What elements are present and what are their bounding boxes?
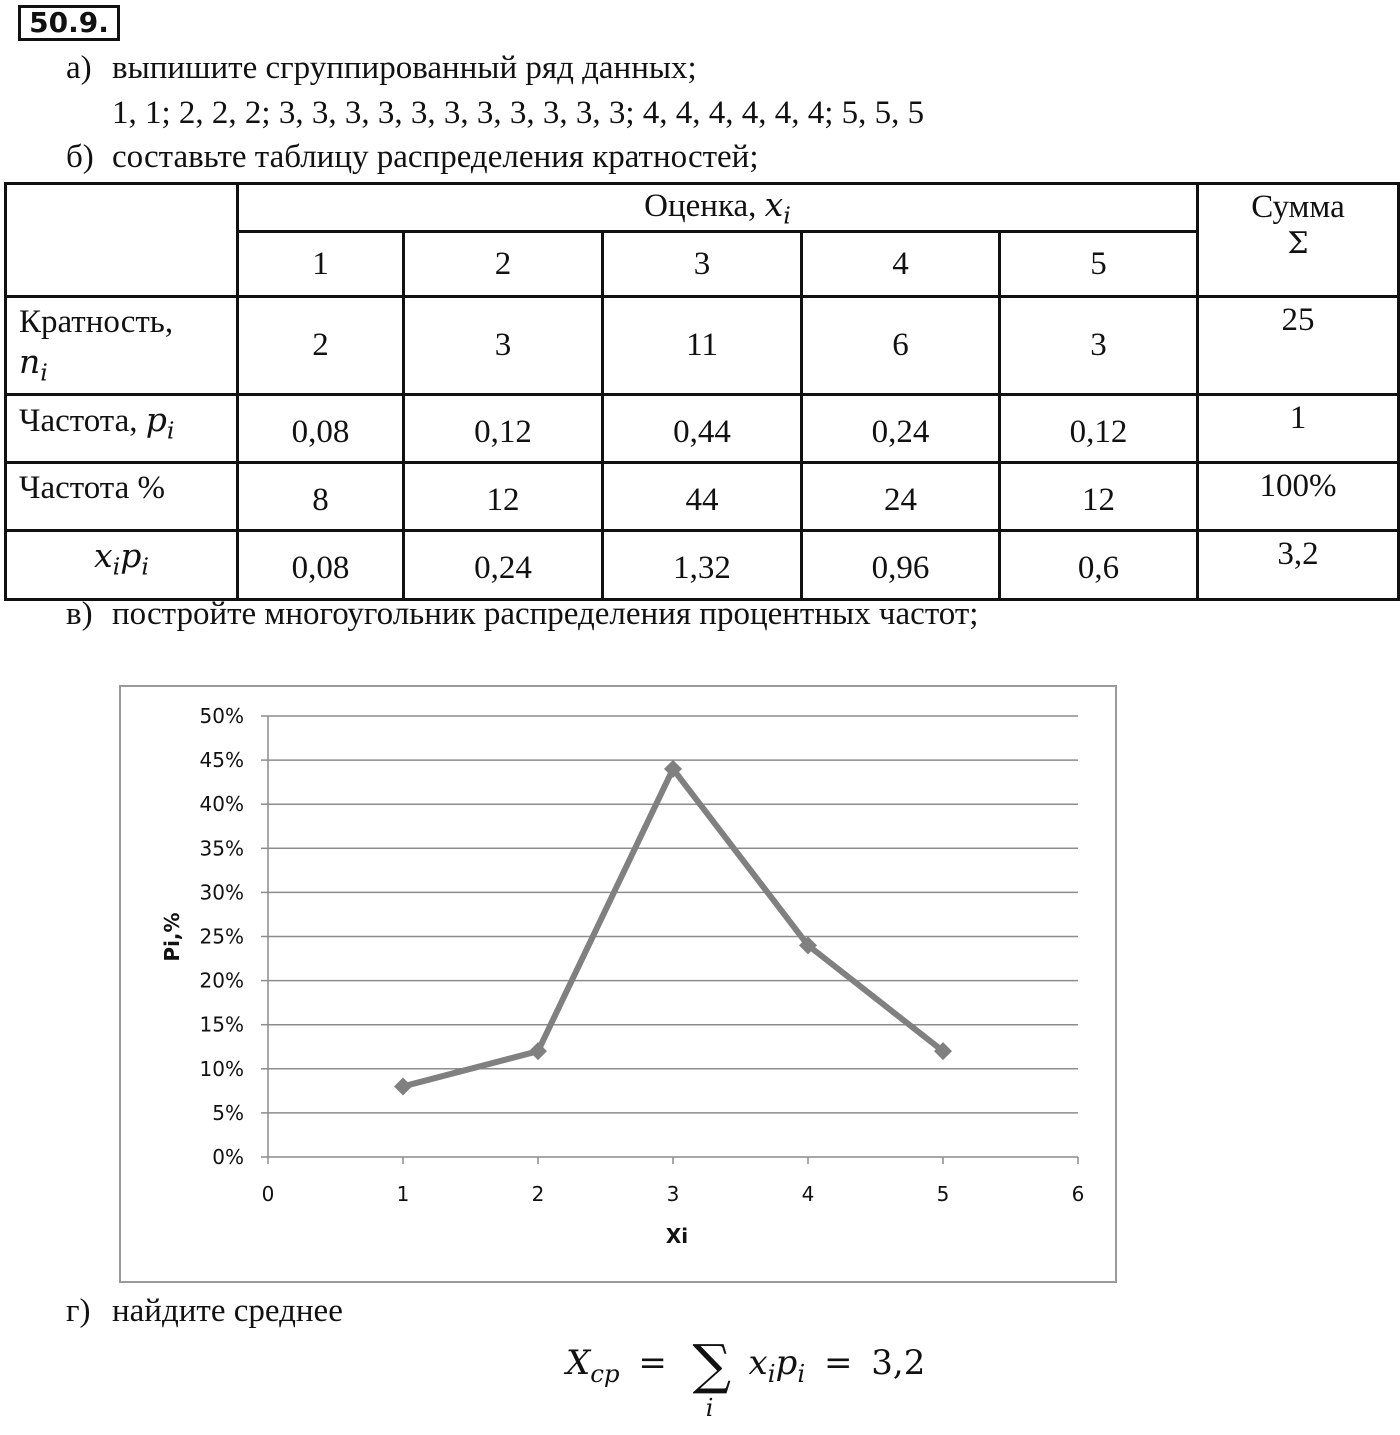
table-cell: 6 [802,297,1000,395]
item-c [66,596,978,633]
formula-result: 3,2 [871,1343,926,1383]
grade-header-var: $x_i$ [764,185,791,230]
y-tick-label: 50% [199,704,244,728]
item-b [66,139,759,176]
item-d-text: найдите среднее [112,1293,343,1329]
column-header: 3 [603,232,802,297]
table-cell: 0,12 [404,394,603,462]
row-label: $x_ip_i$ [6,530,238,599]
x-tick-label: 0 [261,1182,275,1206]
item-a-label: а) [66,50,92,86]
y-axis-title: Pi,% [160,912,184,962]
item-b-text: составьте таблицу распределения кратностей; [112,139,759,175]
sum-symbol: ∑ [692,1333,731,1396]
x-tick-label: 3 [666,1182,680,1206]
table-cell: 1,32 [603,530,802,599]
formula-term: $x_ip_i$ [748,1343,806,1388]
sum-cell: 3,2 [1198,530,1399,599]
grade-header-label: Оценка, [644,188,765,225]
table-cell: 24 [802,462,1000,530]
formula-equals-2: = [823,1343,853,1383]
table-row-frequency-percent [6,462,1399,530]
column-header: 4 [802,232,1000,297]
sum-cell: 100% [1198,462,1399,530]
column-header: 5 [1000,232,1198,297]
table-cell: 3 [404,297,603,395]
row-label: Частота, $p_i$ [6,394,238,462]
formula-lhs: $X_{ср}$ [566,1343,620,1388]
sum-header [1198,184,1399,297]
table-cell: 3 [1000,297,1198,395]
table-cell: 0,6 [1000,530,1198,599]
table-corner-cell [6,184,238,297]
item-a [66,50,697,87]
series [394,760,952,1096]
y-tick-label: 40% [199,792,244,817]
table-cell: 8 [238,462,404,530]
item-c-text: постройте многоугольник распределения процентных частот; [112,596,979,632]
table-cell: 0,24 [802,394,1000,462]
table-cell: 0,12 [1000,394,1198,462]
row-label: Кратность, $n_i$ [6,297,238,395]
y-tick-label: 10% [199,1056,244,1081]
item-b-label: б) [66,139,94,175]
x-tick-label: 1 [396,1182,410,1206]
y-tick-labels [200,704,244,1169]
formula-equals: = [638,1343,667,1383]
y-tick-label: 25% [199,924,244,949]
x-tick-label: 5 [936,1182,950,1206]
x-tick-label: 2 [531,1182,545,1206]
polygon-chart [121,687,1117,1283]
mean-formula [566,1333,926,1422]
frequency-table [4,182,1400,601]
series-line [403,769,943,1087]
column-header: 2 [404,232,603,297]
table-cell: 0,24 [404,530,603,599]
y-tick-label: 0% [212,1145,244,1169]
y-tick-label: 30% [199,880,244,905]
y-tick-label: 5% [212,1100,244,1125]
table-cell: 11 [603,297,802,395]
table-cell: 0,44 [603,394,802,462]
y-tick-label: 35% [199,836,244,861]
grade-header [238,184,1198,232]
table-row-multiplicity [6,297,1399,395]
problem-number: 50.9. [18,5,120,41]
y-tick-label: 15% [199,1012,244,1037]
row-label: Частота % [6,462,238,530]
grouped-data-series: 1, 1; 2, 2, 2; 3, 3, 3, 3, 3, 3, 3, 3, 3, 3, 3; 4, 4, 4, 4, 4, 4; 5, 5, 5 [112,95,925,131]
table-cell: 0,08 [238,530,404,599]
sum-cell: 1 [1198,394,1399,462]
sum-cell: 25 [1198,297,1399,395]
table-cell: 0,96 [802,530,1000,599]
item-c-label: в) [66,596,93,632]
sum-header-word: Сумма [1251,189,1345,225]
x-tick-labels [262,1182,1085,1206]
y-tick-label: 20% [199,968,244,993]
column-header: 1 [238,232,404,297]
table-row-frequency [6,394,1399,462]
x-tick-label: 6 [1071,1182,1085,1206]
y-tick-label: 45% [199,748,244,773]
item-a-text: выпишите сгруппированный ряд данных; [112,50,697,86]
table-cell: 0,08 [238,394,404,462]
item-d [66,1293,343,1330]
sum-index: i [705,1394,714,1422]
table-cell: 12 [1000,462,1198,530]
formula-sum [686,1333,738,1422]
chart-frame [119,685,1117,1283]
x-axis-title: Xi [665,1224,689,1248]
table-cell: 44 [603,462,802,530]
axes [261,716,1078,1164]
item-d-label: г) [66,1293,91,1329]
sum-header-sigma: Σ [1287,226,1309,261]
table-cell: 2 [238,297,404,395]
x-tick-label: 4 [801,1182,815,1206]
table-row-xp [6,530,1399,599]
data-point [394,1077,412,1095]
table-cell: 12 [404,462,603,530]
